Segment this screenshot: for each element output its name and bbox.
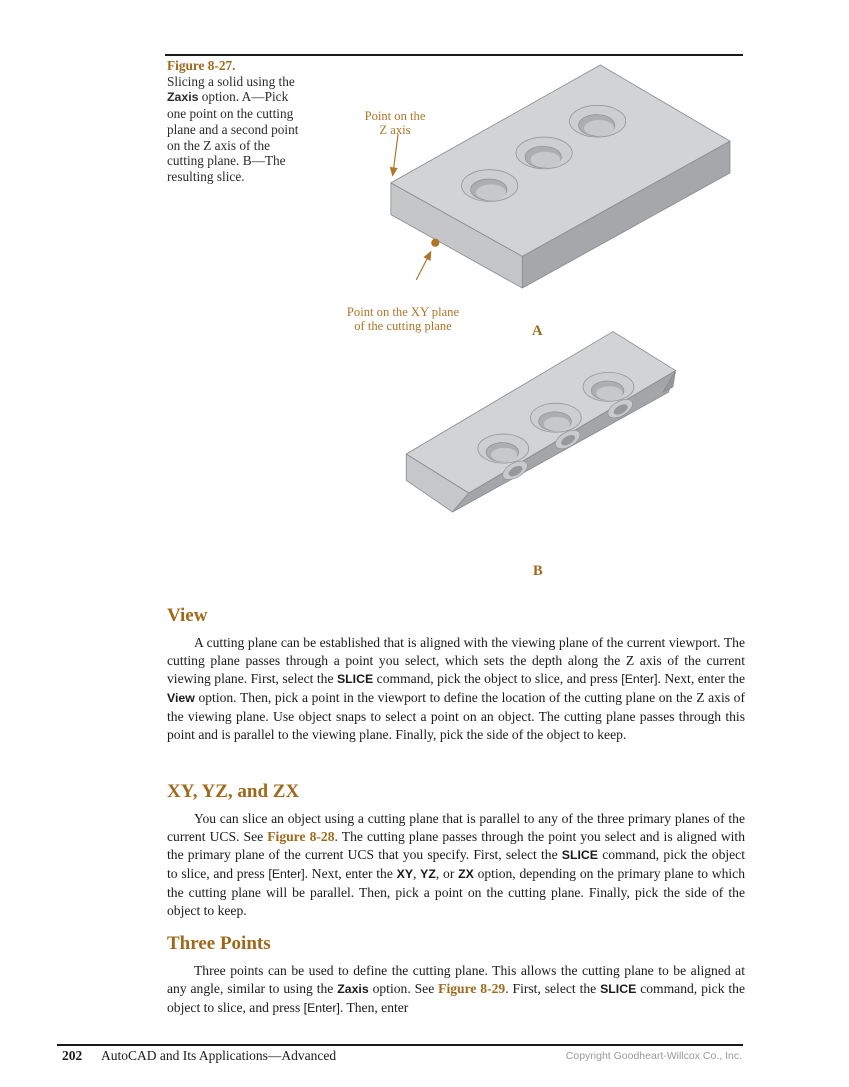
figure-caption-text: Slicing a solid using the Zaxis option. A—Pick one point on the cutting plane and a second point on the Z axis of the cutting plane. B—The resulting slice. xyxy=(167,73,299,184)
hole-a2 xyxy=(516,137,572,169)
figure-part-label-b: B xyxy=(533,563,543,579)
section-three-points xyxy=(167,932,745,1018)
footer-copyright: Copyright Goodheart-Willcox Co., Inc. xyxy=(565,1050,742,1062)
hole-a3 xyxy=(569,105,625,137)
xy-point-dot xyxy=(431,239,439,247)
hole-b1 xyxy=(478,434,529,463)
section-paragraph-three-points: Three points can be used to define the cutting plane. This allows the cutting plane to be aligned at any angle, similar to using the Zaxis option. See Figure 8-29. First, select the SLICE command, pick the object to slice, and press [Enter]. Then, enter xyxy=(167,963,745,1015)
figure-caption xyxy=(167,58,305,185)
section-paragraph-xy-yz-zx: You can slice an object using a cutting plane that is parallel to any of the three primary planes of the current UCS. See Figure 8-28. The cutting plane passes through the point you select and is aligned with the primary plane of the current UCS that you specify. First, select the SLICE command, pick the object to slice, and press [Enter]. Next, enter the XY, YZ, or ZX option, depending on the primary plane to which the cutting plane will be parallel. Then, pick a point on the cutting plane. Finally, pick the side of the object to keep. xyxy=(167,811,745,918)
hole-a1 xyxy=(462,170,518,202)
leader-arrow-xy-point xyxy=(416,252,431,280)
hole-b3 xyxy=(583,372,634,401)
section-heading-xy-yz-zx: XY, YZ, and ZX xyxy=(167,781,300,802)
section-paragraph-view: A cutting plane can be established that is aligned with the viewing plane of the current viewport. The cutting plane passes through a point you select, which sets the depth along the Z axis of the current viewing plane. First, select the SLICE command, pick the object to slice, and press [Enter]. Next, enter the View option. Then, pick a point in the viewport to define the location of the cutting plane on the Z axis of the viewing plane. Use object snaps to select a point on an object. The cutting plane passes through this point and is parallel to the viewing plane. Finally, pick the side of the object to keep. xyxy=(167,635,745,742)
footer-book-title: AutoCAD and Its Applications—Advanced xyxy=(101,1048,337,1063)
plate-b-solid xyxy=(406,332,675,512)
annotation-z-axis: Point on the Z axis xyxy=(364,109,426,137)
footer-page-number: 202 xyxy=(62,1048,83,1063)
figure-part-label-a: A xyxy=(532,323,543,339)
figure-caption-label: Figure 8-27. xyxy=(167,58,236,73)
leader-arrow-z-axis xyxy=(393,134,398,176)
hole-b2 xyxy=(530,403,581,432)
section-view xyxy=(167,604,745,743)
plate-a-solid xyxy=(391,65,730,288)
footer-rule xyxy=(57,1044,743,1046)
section-heading-view: View xyxy=(167,605,208,626)
annotation-xy-plane: Point on the XY plane of the cutting plane xyxy=(346,305,460,333)
section-heading-three-points: Three Points xyxy=(167,933,271,954)
section-xy-yz-zx xyxy=(167,780,745,919)
